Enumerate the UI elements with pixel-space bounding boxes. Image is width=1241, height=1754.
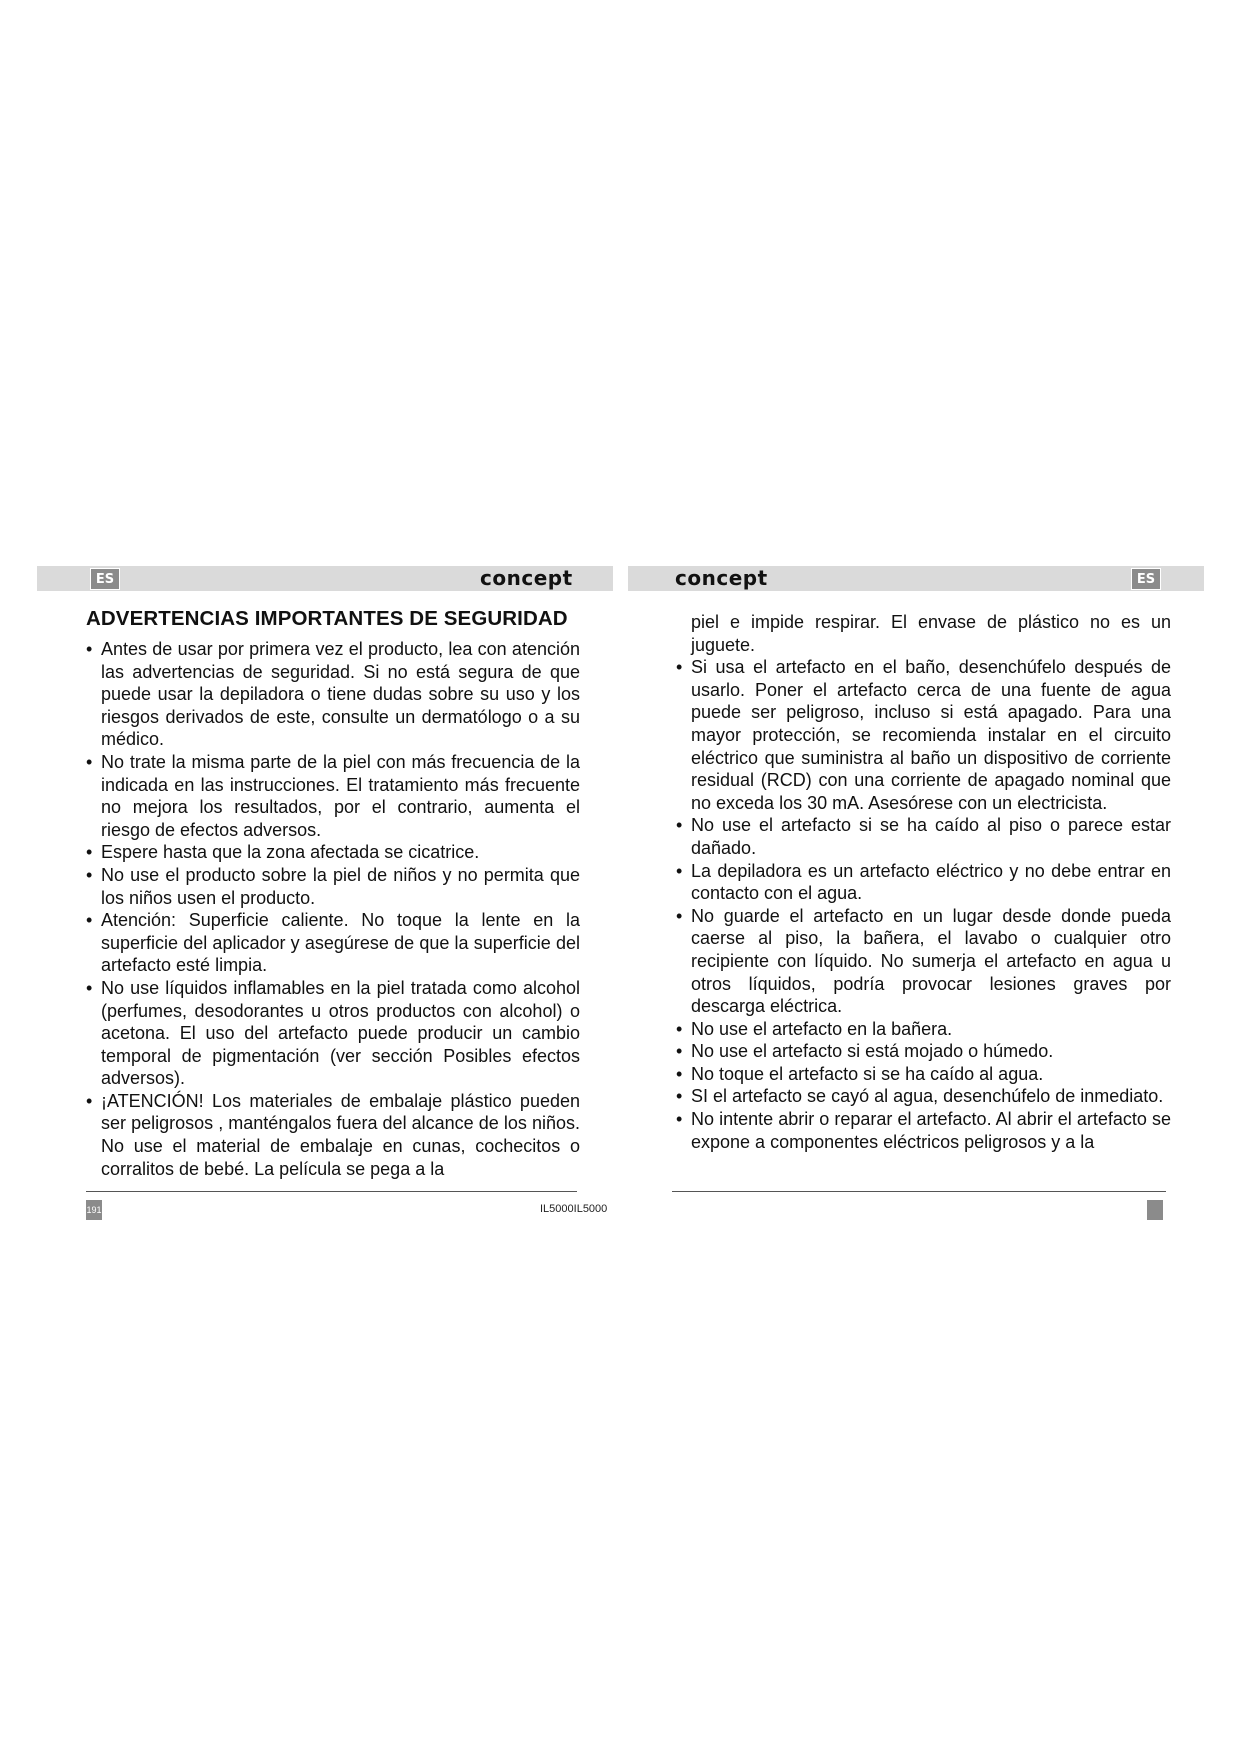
list-item: • Espere hasta que la zona afectada se cicatrice. bbox=[86, 841, 580, 864]
list-item: • ¡ATENCIÓN! Los materiales de embalaje plástico pueden ser peligrosos , manténgalos fuera del alcance de los niños. No use el material de embalaje en cunas, cochecitos o corralitos de bebé. La película se pega a la bbox=[86, 1090, 580, 1180]
brand-logo-right: concept bbox=[675, 566, 768, 590]
language-badge-left: ES bbox=[90, 568, 120, 590]
page-title: ADVERTENCIAS IMPORTANTES DE SEGURIDAD bbox=[86, 607, 568, 630]
page-number-left: 191 bbox=[86, 1200, 102, 1220]
list-item: • No use el artefacto si se ha caído al piso o parece estar dañado. bbox=[676, 814, 1171, 859]
list-item: • No use el artefacto si está mojado o húmedo. bbox=[676, 1040, 1171, 1063]
model-number: IL5000IL5000 bbox=[540, 1203, 608, 1215]
page-number-right bbox=[1147, 1200, 1163, 1220]
list-item: • SI el artefacto se cayó al agua, desenchúfelo de inmediato. bbox=[676, 1085, 1171, 1108]
list-item: • No use líquidos inflamables en la piel tratada como alcohol (perfumes, desodorantes u otros productos con alcohol) o acetona. El uso del artefacto puede producir un cambio temporal de pigmentación (ver sección Posibles efectos adversos). bbox=[86, 977, 580, 1090]
list-item: • No trate la misma parte de la piel con más frecuencia de la indicada en las instrucciones. El tratamiento más frecuente no mejora los resultados, por el contrario, aumenta el riesgo de efectos adversos. bbox=[86, 751, 580, 841]
footer-rule-right bbox=[672, 1191, 1166, 1192]
right-page-content bbox=[676, 611, 1171, 1153]
list-item-continuation: piel e impide respirar. El envase de plástico no es un juguete. bbox=[691, 612, 1171, 655]
list-item: • No toque el artefacto si se ha caído al agua. bbox=[676, 1063, 1171, 1086]
list-item: • No guarde el artefacto en un lugar desde donde pueda caerse al piso, la bañera, el lavabo o cualquier otro recipiente con líquido. No sumerja el artefacto en agua u otros líquidos, podría provocar lesiones graves por descarga eléctrica. bbox=[676, 905, 1171, 1018]
left-page-content bbox=[86, 606, 580, 1180]
brand-logo-left: concept bbox=[480, 566, 573, 590]
list-item: • Atención: Superficie caliente. No toque la lente en la superficie del aplicador y asegúrese de que la superficie del artefacto esté limpia. bbox=[86, 909, 580, 977]
language-badge-right: ES bbox=[1131, 568, 1161, 590]
safety-list-right bbox=[676, 611, 1171, 1153]
list-item: • No use el artefacto en la bañera. bbox=[676, 1018, 1171, 1041]
list-item: • La depiladora es un artefacto eléctrico y no debe entrar en contacto con el agua. bbox=[676, 860, 1171, 905]
list-item: • No use el producto sobre la piel de niños y no permita que los niños usen el producto. bbox=[86, 864, 580, 909]
safety-list-left bbox=[86, 638, 580, 1180]
list-item: • Antes de usar por primera vez el producto, lea con atención las advertencias de seguridad. Si no está segura de que puede usar la depiladora o tiene dudas sobre su uso y los riesgos derivados de este, consulte un dermatólogo o a su médico. bbox=[86, 638, 580, 751]
list-item: • Si usa el artefacto en el baño, desenchúfelo después de usarlo. Poner el artefacto cerca de una fuente de agua puede ser peligroso, incluso si está apagado. Para una mayor protección, se recomienda instalar en el circuito eléctrico que suministra al baño un dispositivo de corriente residual (RCD) con una corriente de apagado nominal que no exceda los 30 mA. Asesórese con un electricista. bbox=[676, 656, 1171, 814]
footer-rule-left bbox=[86, 1191, 577, 1192]
list-item: • No intente abrir o reparar el artefacto. Al abrir el artefacto se expone a componentes eléctricos peligrosos y a la bbox=[676, 1108, 1171, 1153]
